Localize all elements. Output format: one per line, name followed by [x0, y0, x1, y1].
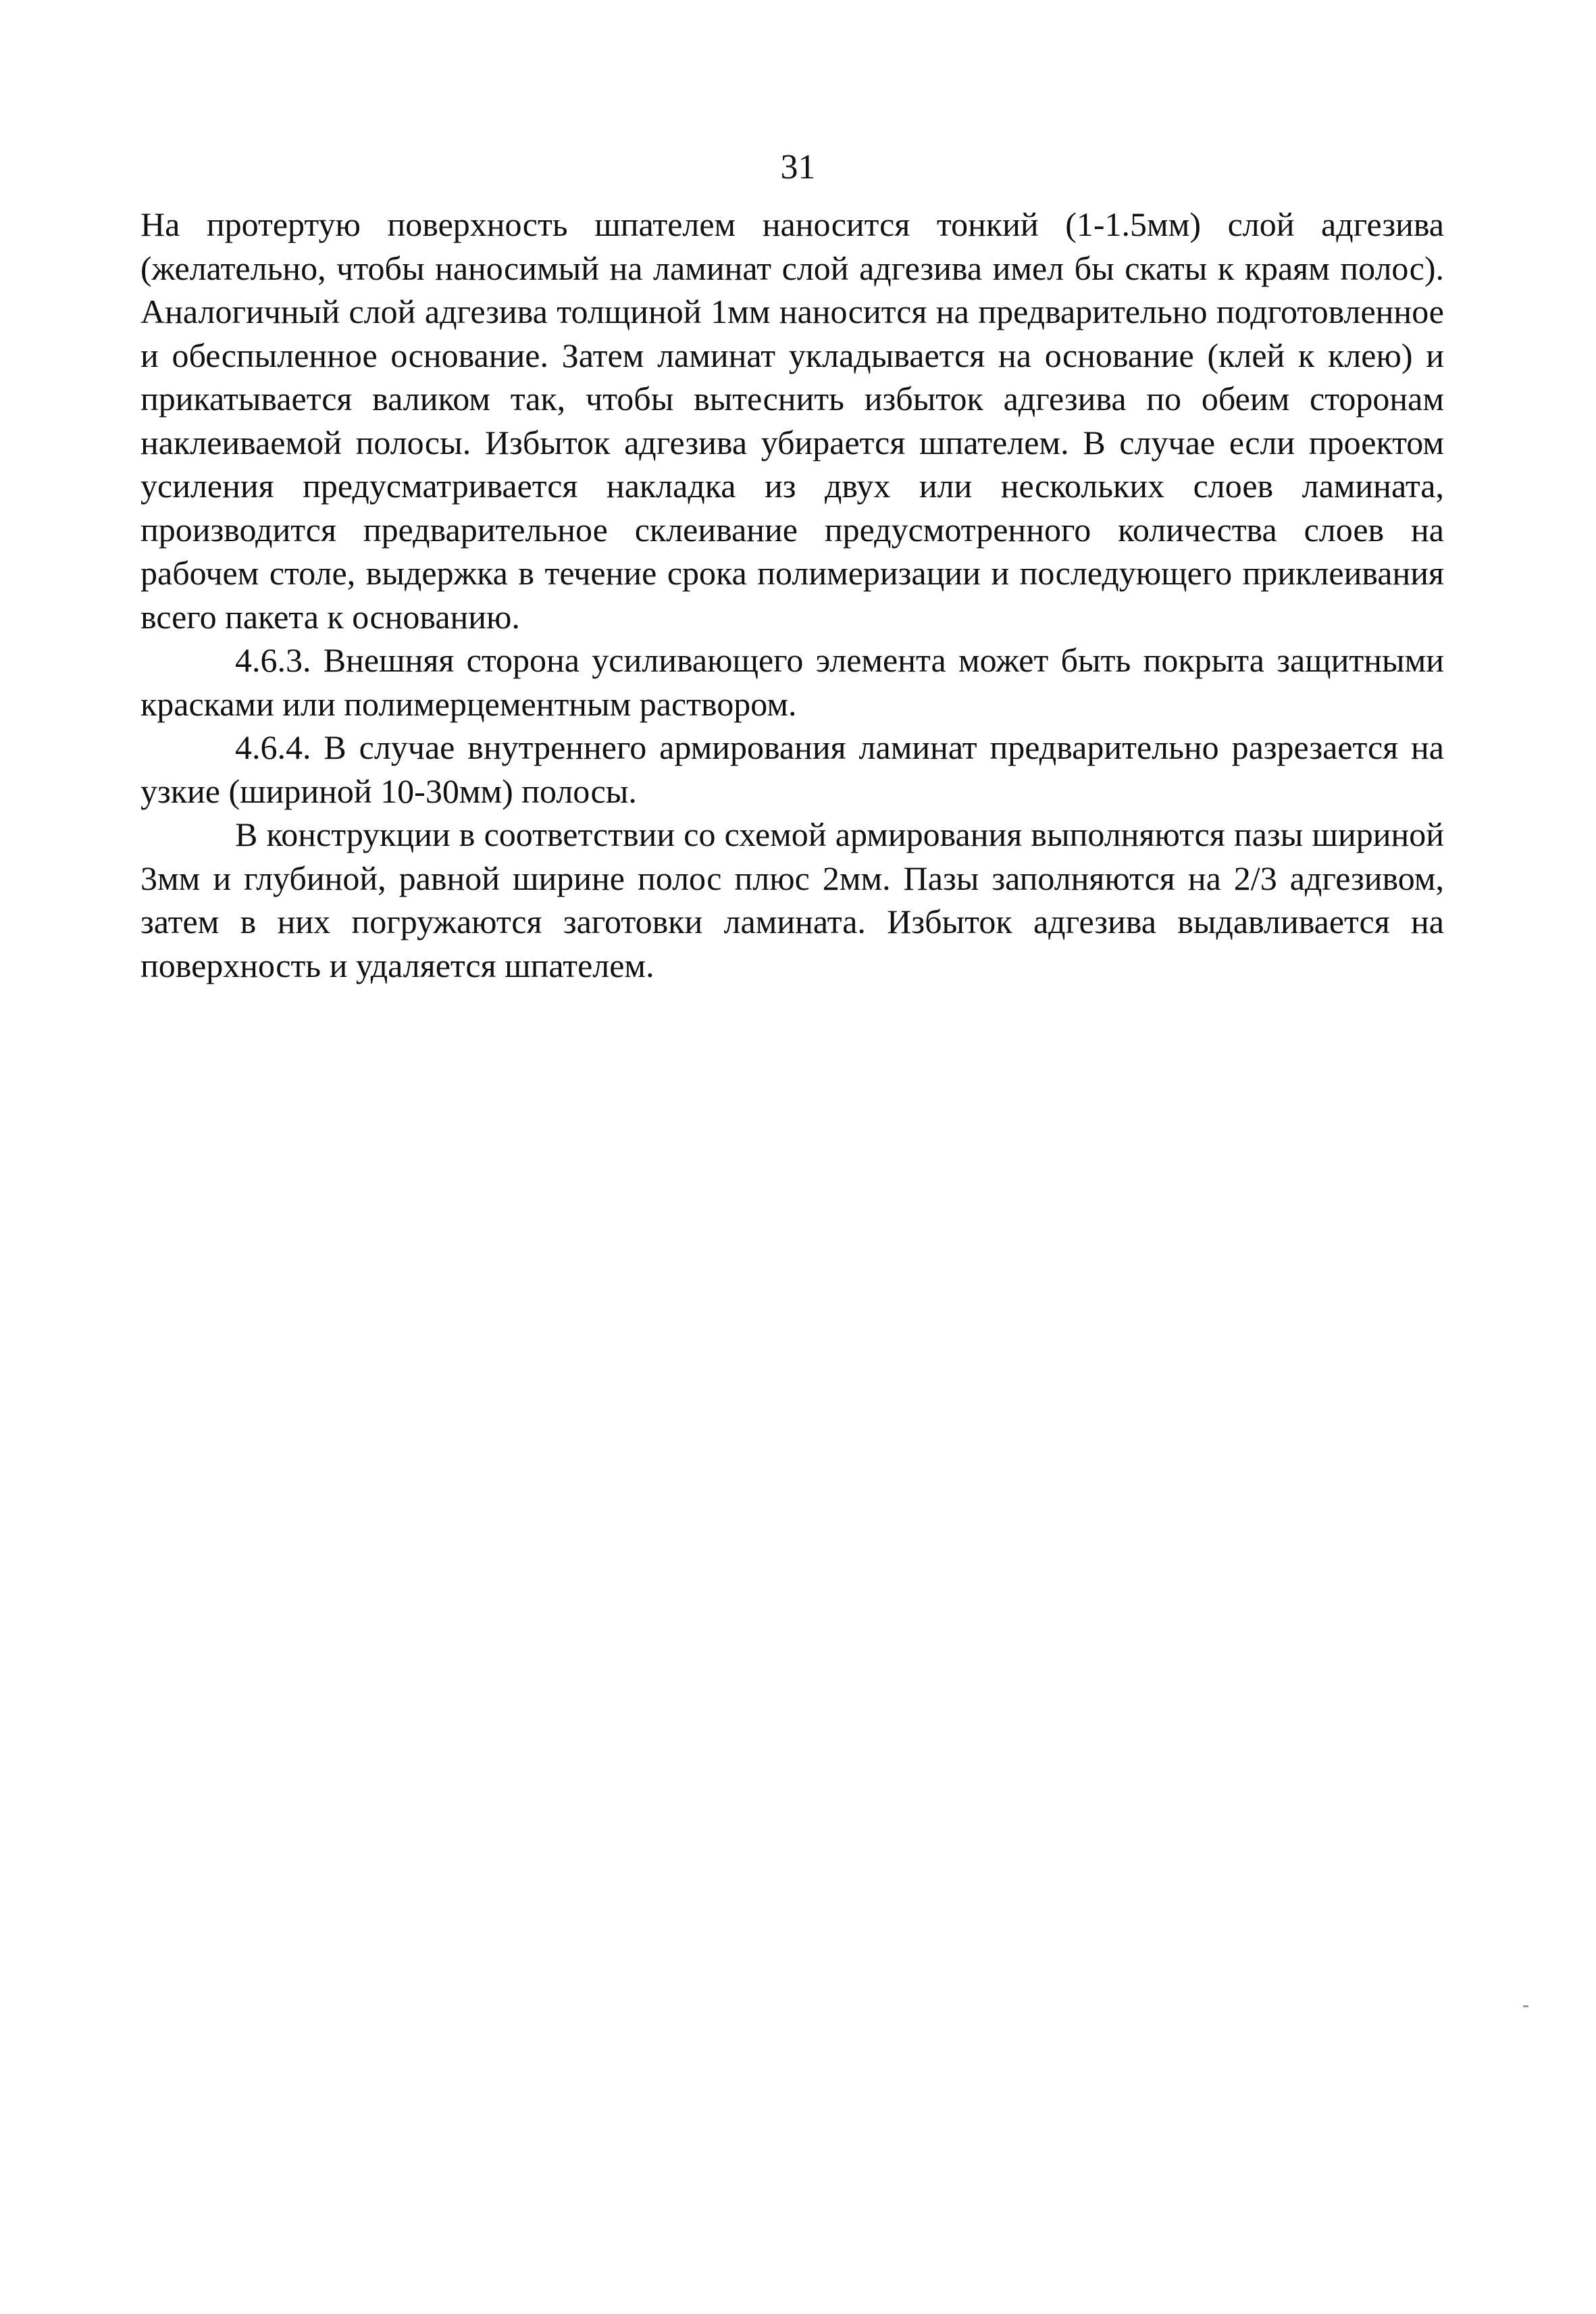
- paragraph-surface-application: На протертую поверхность шпателем наносится тонкий (1-1.5мм) слой адгезива (желательно, чтобы наносимый на ламинат слой адгезива имел бы скаты к краям полос). Аналогичный слой адгезива толщиной 1мм наносится на предварительно подготовленное и обеспыленное основание. Затем ламинат укладывается на основание (клей к клею) и прикатывается валиком так, чтобы вытеснить избыток адгезива по обеим сторонам наклеиваемой полосы. Избыток адгезива убирается шпателем. В случае если проектом усиления предусматривается накладка из двух или нескольких слоев ламината, производится предварительное склеивание предусмотренного количества слоев на рабочем столе, выдержка в течение срока полимеризации и последующего приклеивания всего пакета к основанию.: [140, 205, 1444, 636]
- page-number: 31: [780, 148, 816, 186]
- scan-artifact: [1523, 2005, 1528, 2007]
- paragraph-4-6-3: 4.6.3. Внешняя сторона усиливающего элемента может быть покрыта защитными красками или полимерцементным раствором.: [140, 641, 1444, 723]
- body-text: [140, 203, 1444, 987]
- paragraph-grooves: В конструкции в соответствии со схемой армирования выполняются пазы шириной 3мм и глубиной, равной ширине полос плюс 2мм. Пазы заполняются на 2/3 адгезивом, затем в них погружаются заготовки ламината. Избыток адгезива выдавливается на поверхность и удаляется шпателем.: [140, 815, 1444, 984]
- paragraph-4-6-4: 4.6.4. В случае внутреннего армирования ламинат предварительно разрезается на узкие (шириной 10-30мм) полосы.: [140, 728, 1444, 810]
